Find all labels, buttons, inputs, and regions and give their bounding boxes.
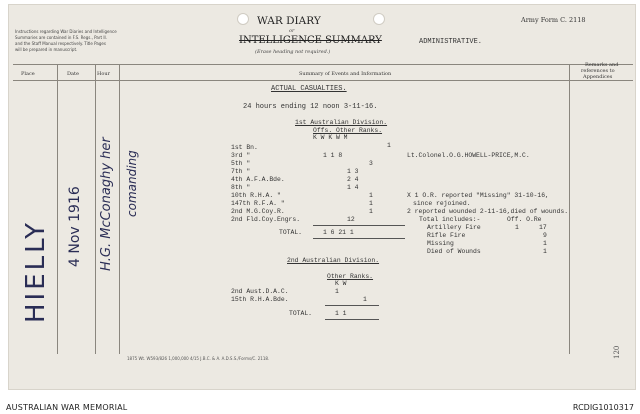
unit-name: 15th R.H.A.Bde. xyxy=(231,296,289,303)
total-rule xyxy=(313,225,405,226)
missing-note: X 1 O.R. reported "Missing" 31-10-16, xyxy=(407,192,549,199)
unit-values: 1 xyxy=(369,192,373,199)
instructions-line: Summaries are contained in F.S. Regs., Part II. xyxy=(15,35,107,40)
column-header-summary: Summary of Events and Information xyxy=(299,71,392,77)
print-line: 1875 Wt. W593/826 1,000,000 4/15 J.B.C. & A. A.D.S.S./Forms/C. 2118. xyxy=(127,356,270,361)
unit-name: 2nd Aust.D.A.C. xyxy=(231,288,289,295)
includes-off: 1 xyxy=(515,224,519,231)
div1-total-values: 1 6 21 1 xyxy=(323,229,354,236)
unit-values: 1 xyxy=(369,208,373,215)
column-header-hour: Hour xyxy=(97,71,110,77)
div1-column-codes: K W K W M xyxy=(313,134,348,141)
handwritten-note: comanding xyxy=(125,150,139,217)
record-id: RCDIG1010317 xyxy=(572,403,634,412)
unit-values: 1 xyxy=(335,288,339,295)
page-number: 120 xyxy=(613,345,621,359)
unit-name: 3rd " xyxy=(231,152,251,159)
column-divider xyxy=(95,64,96,354)
column-divider xyxy=(57,64,58,354)
includes-or: 9 xyxy=(543,232,547,239)
unit-values: 1 xyxy=(369,200,373,207)
column-header-remarks: Appendices xyxy=(583,74,613,80)
div1-total-label: TOTAL. xyxy=(279,229,303,236)
table-header-rule xyxy=(13,80,633,81)
unit-values: 2 4 xyxy=(347,176,359,183)
includes-or: 17 xyxy=(539,224,547,231)
wounds-note: 2 reported wounded 2-11-16,died of wounds. xyxy=(407,208,569,215)
unit-name: 2nd M.G.Coy.R. xyxy=(231,208,285,215)
column-divider xyxy=(119,64,120,354)
total-rule xyxy=(325,305,379,306)
rejoined-note: since rejoined. xyxy=(413,200,471,207)
form-title: WAR DIARY xyxy=(257,15,321,27)
div1-title: 1st Australian Division. xyxy=(295,119,388,126)
unit-values: 1 3 xyxy=(347,168,359,175)
total-rule xyxy=(325,319,379,320)
column-header-place: Place xyxy=(21,71,35,77)
instructions-line: will be prepared in manuscript. xyxy=(15,47,78,52)
diary-sheet xyxy=(8,4,636,390)
div2-title: 2nd Australian Division. xyxy=(287,257,380,264)
punch-hole xyxy=(237,13,249,25)
summary-period: 24 hours ending 12 noon 3-11-16. xyxy=(243,103,378,111)
div1-column-groups: Offs. Other Ranks. xyxy=(313,127,383,134)
punch-hole xyxy=(373,13,385,25)
includes-label-item: Died of Wounds xyxy=(427,248,481,255)
army-form-number: Army Form C. 2118 xyxy=(521,16,586,24)
total-rule xyxy=(313,238,405,239)
unit-values: 3 xyxy=(369,160,373,167)
column-header-remarks: references to xyxy=(581,68,615,74)
unit-values: 1 1 8 xyxy=(323,152,343,159)
div2-column-codes: K W xyxy=(335,280,347,287)
includes-head: Off. O.Re xyxy=(507,216,542,223)
summary-heading: ACTUAL CASUALTIES. xyxy=(271,85,347,93)
branch-label: ADMINISTRATIVE. xyxy=(419,38,483,46)
includes-label-item: Rifle Fire xyxy=(427,232,466,239)
unit-name: 1st Bn. xyxy=(231,144,258,151)
column-header-date: Date xyxy=(67,71,79,77)
form-title-or: or xyxy=(289,28,295,34)
form-subtitle-note: (Erase heading not required.) xyxy=(255,49,331,55)
div1-m-value: 1 xyxy=(387,142,391,149)
unit-name: 8th " xyxy=(231,184,251,191)
unit-name: 2nd Fld.Coy.Engrs. xyxy=(231,216,301,223)
unit-name: 4th A.F.A.Bde. xyxy=(231,176,285,183)
instructions-line: and the Staff Manual respectively. Title Pages xyxy=(15,41,106,46)
unit-name: 147th R.F.A. " xyxy=(231,200,285,207)
includes-or: 1 xyxy=(543,248,547,255)
div2-total-values: 1 1 xyxy=(335,310,347,317)
div2-total-label: TOTAL. xyxy=(289,310,313,317)
form-subtitle: INTELLIGENCE SUMMARY xyxy=(239,35,382,46)
unit-values: 12 xyxy=(347,216,355,223)
includes-label-item: Artillery Fire xyxy=(427,224,481,231)
unit-name: 10th R.H.A. " xyxy=(231,192,281,199)
table-top-rule xyxy=(13,64,633,65)
div2-column-groups: Other Ranks. xyxy=(327,273,374,280)
handwritten-place: HIELLY xyxy=(21,219,51,323)
handwritten-note: H.G. McConaghy her xyxy=(99,137,114,271)
includes-label-item: Missing xyxy=(427,240,454,247)
archive-name: AUSTRALIAN WAR MEMORIAL xyxy=(6,403,128,412)
unit-name: 5th " xyxy=(231,160,251,167)
instructions-line: Instructions regarding War Diaries and Intelligence xyxy=(15,29,117,34)
officer-note: Lt.Colonel.O.G.HOWELL-PRICE,M.C. xyxy=(407,152,530,159)
unit-values: 1 4 xyxy=(347,184,359,191)
column-header-remarks: Remarks and xyxy=(585,62,619,68)
column-divider xyxy=(569,64,570,354)
unit-values: 1 xyxy=(363,296,367,303)
unit-name: 7th " xyxy=(231,168,251,175)
includes-label: Total includes:- xyxy=(419,216,481,223)
includes-or: 1 xyxy=(543,240,547,247)
handwritten-date: 4 Nov 1916 xyxy=(67,186,83,267)
